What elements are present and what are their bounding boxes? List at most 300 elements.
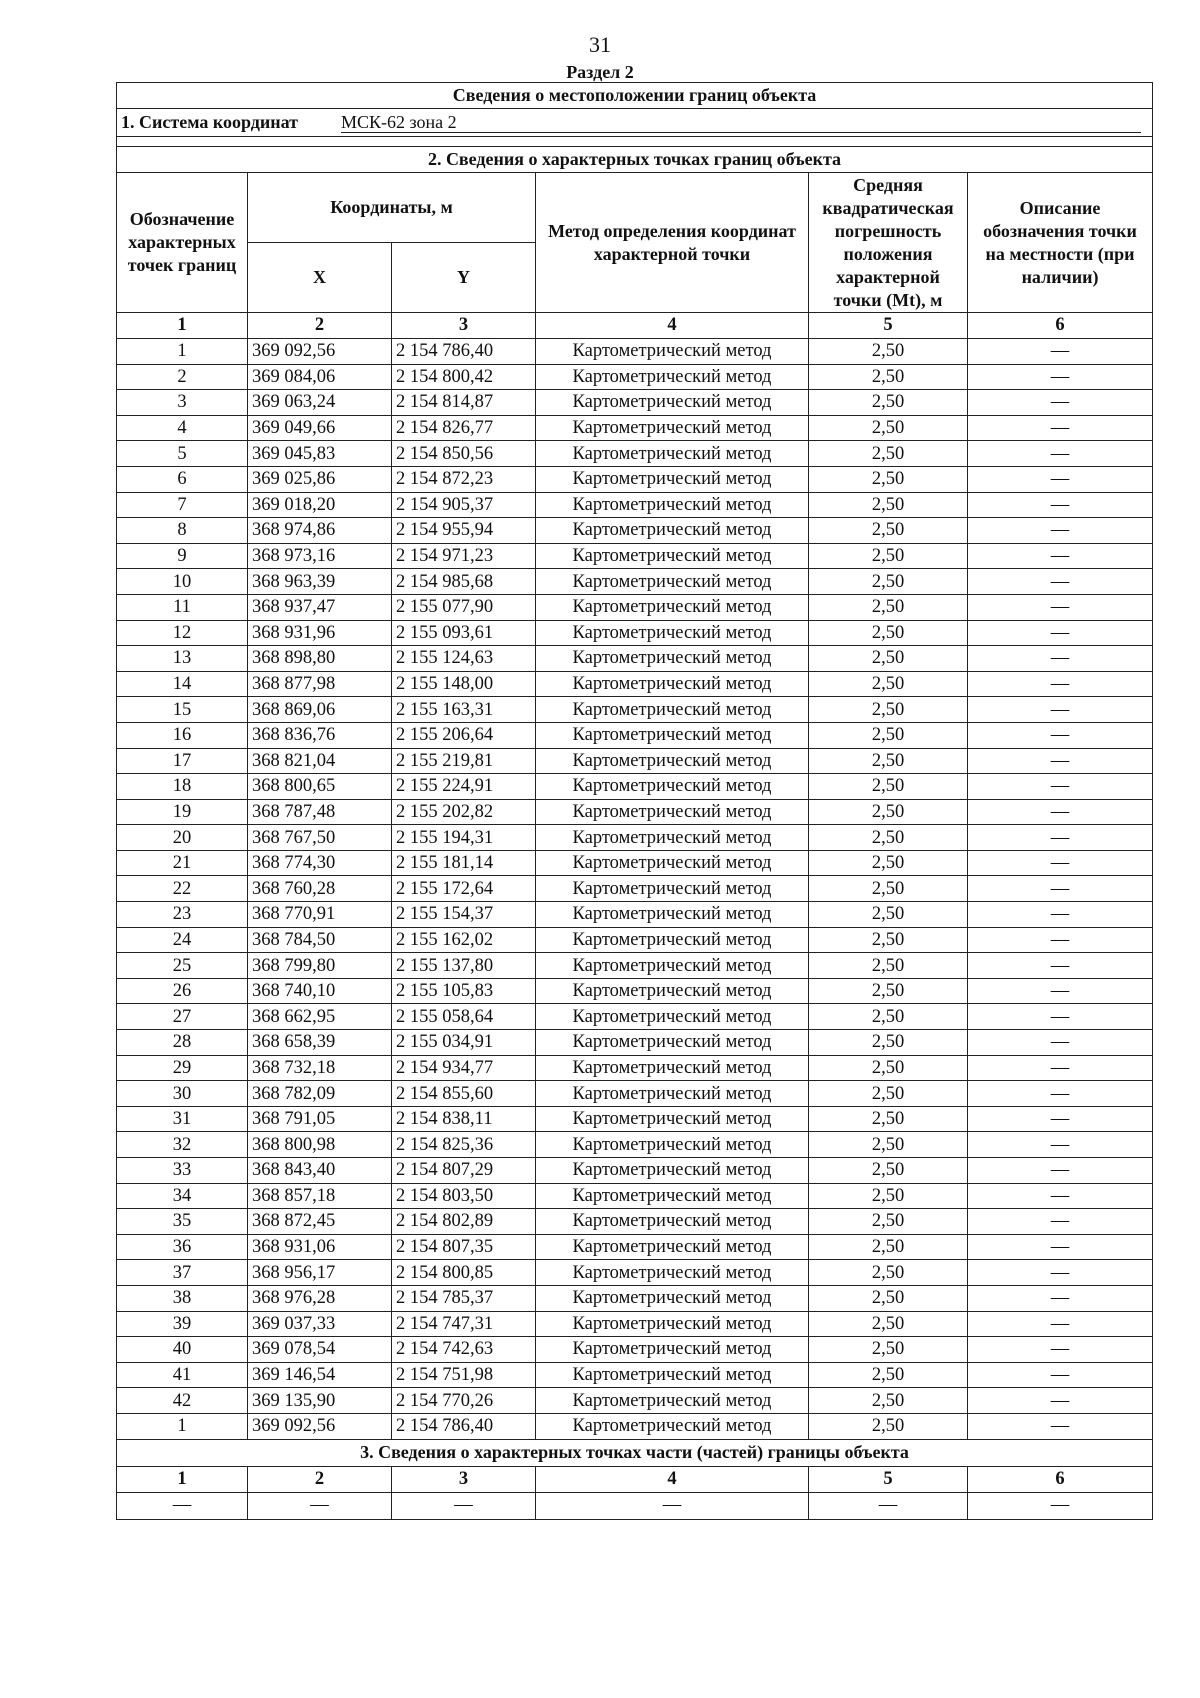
description-cell: — — [968, 441, 1153, 467]
method-cell: Картометрический метод — [536, 543, 809, 569]
coord-y: 2 154 786,40 — [392, 339, 536, 365]
error-cell: 2,50 — [809, 876, 968, 902]
coord-y: 2 154 985,68 — [392, 569, 536, 595]
column-number: 6 — [968, 1466, 1153, 1492]
column-number: 1 — [117, 1466, 248, 1492]
table-row — [117, 1132, 1153, 1158]
col-header-description: Описание обозначения точки на местности (при наличии) — [968, 173, 1153, 313]
table-row — [117, 799, 1153, 825]
coord-x: 368 770,91 — [248, 902, 392, 928]
coord-y: 2 154 785,37 — [392, 1285, 536, 1311]
description-cell: — — [968, 594, 1153, 620]
coord-y: 2 155 163,31 — [392, 697, 536, 723]
coord-y: 2 155 181,14 — [392, 850, 536, 876]
coord-y: 2 154 850,56 — [392, 441, 536, 467]
coord-y: 2 154 825,36 — [392, 1132, 536, 1158]
method-cell: Картометрический метод — [536, 1081, 809, 1107]
coord-y: 2 155 162,02 — [392, 927, 536, 953]
coord-y: 2 154 803,50 — [392, 1183, 536, 1209]
error-cell: 2,50 — [809, 902, 968, 928]
description-cell: — — [968, 1260, 1153, 1286]
description-cell: — — [968, 774, 1153, 800]
description-cell: — — [968, 748, 1153, 774]
method-cell: Картометрический метод — [536, 1030, 809, 1056]
coord-y: 2 155 124,63 — [392, 646, 536, 672]
method-cell: Картометрический метод — [536, 518, 809, 544]
method-cell: Картометрический метод — [536, 646, 809, 672]
parts-cell: — — [809, 1492, 968, 1519]
coord-y: 2 154 814,87 — [392, 390, 536, 416]
coord-y: 2 155 194,31 — [392, 825, 536, 851]
coord-y: 2 155 154,37 — [392, 902, 536, 928]
parts-cell: — — [392, 1492, 536, 1519]
point-number: 37 — [117, 1260, 248, 1286]
col-header-designation: Обозначение характерных точек границ — [117, 173, 248, 313]
parts-column-numbers-row — [117, 1466, 1153, 1492]
col-header-x: X — [248, 243, 392, 313]
column-numbers-row — [117, 313, 1153, 339]
coord-x: 368 774,30 — [248, 850, 392, 876]
description-cell: — — [968, 1285, 1153, 1311]
coord-y: 2 155 224,91 — [392, 774, 536, 800]
coord-x: 368 931,06 — [248, 1234, 392, 1260]
table-row — [117, 1004, 1153, 1030]
point-number: 22 — [117, 876, 248, 902]
table-row — [117, 339, 1153, 365]
table-row — [117, 1030, 1153, 1056]
point-number: 10 — [117, 569, 248, 595]
table-row — [117, 1183, 1153, 1209]
point-number: 40 — [117, 1337, 248, 1363]
error-cell: 2,50 — [809, 415, 968, 441]
point-number: 9 — [117, 543, 248, 569]
method-cell: Картометрический метод — [536, 1055, 809, 1081]
error-cell: 2,50 — [809, 569, 968, 595]
method-cell: Картометрический метод — [536, 339, 809, 365]
method-cell: Картометрический метод — [536, 594, 809, 620]
coord-x: 368 973,16 — [248, 543, 392, 569]
point-number: 25 — [117, 953, 248, 979]
method-cell: Картометрический метод — [536, 1311, 809, 1337]
coord-x: 368 843,40 — [248, 1158, 392, 1184]
coord-x: 369 037,33 — [248, 1311, 392, 1337]
description-cell: — — [968, 927, 1153, 953]
description-cell: — — [968, 415, 1153, 441]
description-cell: — — [968, 492, 1153, 518]
method-cell: Картометрический метод — [536, 671, 809, 697]
point-number: 36 — [117, 1234, 248, 1260]
method-cell: Картометрический метод — [536, 774, 809, 800]
coord-y: 2 154 807,35 — [392, 1234, 536, 1260]
point-number: 39 — [117, 1311, 248, 1337]
description-cell: — — [968, 850, 1153, 876]
error-cell: 2,50 — [809, 1004, 968, 1030]
description-cell: — — [968, 953, 1153, 979]
point-number: 13 — [117, 646, 248, 672]
error-cell: 2,50 — [809, 518, 968, 544]
coord-y: 2 155 172,64 — [392, 876, 536, 902]
method-cell: Картометрический метод — [536, 1388, 809, 1414]
description-cell: — — [968, 825, 1153, 851]
error-cell: 2,50 — [809, 1106, 968, 1132]
method-cell: Картометрический метод — [536, 364, 809, 390]
point-number: 21 — [117, 850, 248, 876]
error-cell: 2,50 — [809, 1388, 968, 1414]
method-cell: Картометрический метод — [536, 799, 809, 825]
parts-cell: — — [536, 1492, 809, 1519]
error-cell: 2,50 — [809, 1030, 968, 1056]
coord-x: 369 092,56 — [248, 339, 392, 365]
table-row — [117, 415, 1153, 441]
table-row — [117, 646, 1153, 672]
spacer-row — [117, 137, 1153, 147]
method-cell: Картометрический метод — [536, 953, 809, 979]
point-number: 24 — [117, 927, 248, 953]
table-row — [117, 1081, 1153, 1107]
column-number: 1 — [117, 313, 248, 339]
point-number: 3 — [117, 390, 248, 416]
point-number: 20 — [117, 825, 248, 851]
point-number: 34 — [117, 1183, 248, 1209]
table-row — [117, 620, 1153, 646]
point-number: 12 — [117, 620, 248, 646]
error-cell: 2,50 — [809, 594, 968, 620]
coord-x: 368 857,18 — [248, 1183, 392, 1209]
coord-y: 2 154 770,26 — [392, 1388, 536, 1414]
coord-x: 368 937,47 — [248, 594, 392, 620]
description-cell: — — [968, 722, 1153, 748]
coord-x: 369 135,90 — [248, 1388, 392, 1414]
point-number: 42 — [117, 1388, 248, 1414]
description-cell: — — [968, 1209, 1153, 1235]
table-row — [117, 1413, 1153, 1439]
point-number: 32 — [117, 1132, 248, 1158]
method-cell: Картометрический метод — [536, 1337, 809, 1363]
error-cell: 2,50 — [809, 1055, 968, 1081]
error-cell: 2,50 — [809, 1362, 968, 1388]
table-row — [117, 697, 1153, 723]
method-cell: Картометрический метод — [536, 927, 809, 953]
coord-x: 368 799,80 — [248, 953, 392, 979]
coord-x: 369 078,54 — [248, 1337, 392, 1363]
error-cell: 2,50 — [809, 722, 968, 748]
column-number: 4 — [536, 1466, 809, 1492]
description-cell: — — [968, 799, 1153, 825]
coord-y: 2 154 872,23 — [392, 466, 536, 492]
coord-x: 368 963,39 — [248, 569, 392, 595]
coord-x: 369 092,56 — [248, 1413, 392, 1439]
point-number: 30 — [117, 1081, 248, 1107]
coord-x: 368 787,48 — [248, 799, 392, 825]
method-cell: Картометрический метод — [536, 850, 809, 876]
table-row — [117, 1362, 1153, 1388]
header-title: Сведения о местоположении границ объекта — [117, 83, 1153, 109]
col-header-coords: Координаты, м — [248, 173, 536, 243]
error-cell: 2,50 — [809, 620, 968, 646]
coord-y: 2 155 058,64 — [392, 1004, 536, 1030]
table-row — [117, 1106, 1153, 1132]
description-cell: — — [968, 1234, 1153, 1260]
table-row — [117, 774, 1153, 800]
table-row — [117, 364, 1153, 390]
column-number: 4 — [536, 313, 809, 339]
table-row — [117, 1260, 1153, 1286]
table-row — [117, 1209, 1153, 1235]
table-row — [117, 978, 1153, 1004]
error-cell: 2,50 — [809, 1311, 968, 1337]
description-cell: — — [968, 1081, 1153, 1107]
error-cell: 2,50 — [809, 492, 968, 518]
point-number: 15 — [117, 697, 248, 723]
point-number: 26 — [117, 978, 248, 1004]
col-header-error: Средняя квадратическая погрешность положения характерной точки (Mt), м — [809, 173, 968, 313]
method-cell: Картометрический метод — [536, 1209, 809, 1235]
point-number: 11 — [117, 594, 248, 620]
coordinate-system-label: 1. Система координат — [121, 112, 298, 132]
method-cell: Картометрический метод — [536, 825, 809, 851]
point-number: 2 — [117, 364, 248, 390]
parts-cell: — — [117, 1492, 248, 1519]
table-row — [117, 441, 1153, 467]
error-cell: 2,50 — [809, 390, 968, 416]
method-cell: Картометрический метод — [536, 978, 809, 1004]
coord-y: 2 154 800,85 — [392, 1260, 536, 1286]
table-row — [117, 1388, 1153, 1414]
column-number: 2 — [248, 313, 392, 339]
method-cell: Картометрический метод — [536, 415, 809, 441]
coord-y: 2 154 747,31 — [392, 1311, 536, 1337]
description-cell: — — [968, 1158, 1153, 1184]
coord-x: 368 800,65 — [248, 774, 392, 800]
coord-x: 369 049,66 — [248, 415, 392, 441]
method-cell: Картометрический метод — [536, 390, 809, 416]
error-cell: 2,50 — [809, 441, 968, 467]
description-cell: — — [968, 1362, 1153, 1388]
error-cell: 2,50 — [809, 1158, 968, 1184]
table-row — [117, 1234, 1153, 1260]
error-cell: 2,50 — [809, 466, 968, 492]
coord-x: 368 800,98 — [248, 1132, 392, 1158]
coord-y: 2 155 034,91 — [392, 1030, 536, 1056]
coord-x: 369 084,06 — [248, 364, 392, 390]
coord-y: 2 154 807,29 — [392, 1158, 536, 1184]
point-number: 18 — [117, 774, 248, 800]
method-cell: Картометрический метод — [536, 1106, 809, 1132]
error-cell: 2,50 — [809, 1285, 968, 1311]
method-cell: Картометрический метод — [536, 1004, 809, 1030]
method-cell: Картометрический метод — [536, 1260, 809, 1286]
coord-y: 2 154 786,40 — [392, 1413, 536, 1439]
coord-y: 2 155 093,61 — [392, 620, 536, 646]
coord-y: 2 154 751,98 — [392, 1362, 536, 1388]
coord-x: 368 658,39 — [248, 1030, 392, 1056]
coord-y: 2 154 955,94 — [392, 518, 536, 544]
error-cell: 2,50 — [809, 1081, 968, 1107]
parts-table-row — [117, 1492, 1153, 1519]
table-row — [117, 1055, 1153, 1081]
error-cell: 2,50 — [809, 646, 968, 672]
coord-x: 369 146,54 — [248, 1362, 392, 1388]
coord-y: 2 155 202,82 — [392, 799, 536, 825]
coord-x: 368 732,18 — [248, 1055, 392, 1081]
description-cell: — — [968, 1132, 1153, 1158]
description-cell: — — [968, 697, 1153, 723]
table-row — [117, 1311, 1153, 1337]
method-cell: Картометрический метод — [536, 1183, 809, 1209]
table-row — [117, 1158, 1153, 1184]
coord-y: 2 155 137,80 — [392, 953, 536, 979]
coord-y: 2 154 838,11 — [392, 1106, 536, 1132]
coord-y: 2 154 826,77 — [392, 415, 536, 441]
table-row — [117, 722, 1153, 748]
coord-x: 369 018,20 — [248, 492, 392, 518]
point-number: 19 — [117, 799, 248, 825]
table-row — [117, 748, 1153, 774]
column-number: 3 — [392, 313, 536, 339]
column-number: 2 — [248, 1466, 392, 1492]
table-row — [117, 466, 1153, 492]
error-cell: 2,50 — [809, 799, 968, 825]
point-number: 7 — [117, 492, 248, 518]
error-cell: 2,50 — [809, 850, 968, 876]
description-cell: — — [968, 1337, 1153, 1363]
method-cell: Картометрический метод — [536, 876, 809, 902]
coord-x: 368 877,98 — [248, 671, 392, 697]
parts-subtitle: 3. Сведения о характерных точках части (частей) границы объекта — [117, 1439, 1153, 1466]
error-cell: 2,50 — [809, 339, 968, 365]
table-row — [117, 876, 1153, 902]
coord-x: 368 740,10 — [248, 978, 392, 1004]
method-cell: Картометрический метод — [536, 902, 809, 928]
column-number: 5 — [809, 1466, 968, 1492]
coord-y: 2 154 800,42 — [392, 364, 536, 390]
point-number: 33 — [117, 1158, 248, 1184]
method-cell: Картометрический метод — [536, 1362, 809, 1388]
column-number: 5 — [809, 313, 968, 339]
error-cell: 2,50 — [809, 1337, 968, 1363]
section-label: Раздел 2 — [566, 62, 634, 82]
method-cell: Картометрический метод — [536, 492, 809, 518]
table-row — [117, 518, 1153, 544]
coord-x: 368 791,05 — [248, 1106, 392, 1132]
point-number: 28 — [117, 1030, 248, 1056]
coord-x: 368 956,17 — [248, 1260, 392, 1286]
coord-y: 2 155 148,00 — [392, 671, 536, 697]
points-subtitle: 2. Сведения о характерных точках границ объекта — [117, 147, 1153, 173]
table-row — [117, 902, 1153, 928]
coord-x: 368 836,76 — [248, 722, 392, 748]
coord-y: 2 155 206,64 — [392, 722, 536, 748]
table-row — [117, 953, 1153, 979]
coord-x: 369 063,24 — [248, 390, 392, 416]
error-cell: 2,50 — [809, 697, 968, 723]
parts-cell: — — [968, 1492, 1153, 1519]
point-number: 6 — [117, 466, 248, 492]
col-header-y: Y — [392, 243, 536, 313]
coord-y: 2 154 742,63 — [392, 1337, 536, 1363]
point-number: 8 — [117, 518, 248, 544]
table-row — [117, 927, 1153, 953]
coord-x: 368 931,96 — [248, 620, 392, 646]
coordinate-system-row — [117, 109, 1153, 137]
point-number: 5 — [117, 441, 248, 467]
coord-x: 368 662,95 — [248, 1004, 392, 1030]
method-cell: Картометрический метод — [536, 748, 809, 774]
method-cell: Картометрический метод — [536, 569, 809, 595]
description-cell: — — [968, 1311, 1153, 1337]
error-cell: 2,50 — [809, 774, 968, 800]
description-cell: — — [968, 978, 1153, 1004]
point-number: 1 — [117, 1413, 248, 1439]
coord-x: 368 821,04 — [248, 748, 392, 774]
coordinate-system-value: МСК-62 зона 2 — [341, 112, 1141, 133]
description-cell: — — [968, 569, 1153, 595]
error-cell: 2,50 — [809, 1413, 968, 1439]
method-cell: Картометрический метод — [536, 697, 809, 723]
page-number: 31 — [589, 32, 611, 57]
coord-x: 368 869,06 — [248, 697, 392, 723]
point-number: 4 — [117, 415, 248, 441]
error-cell: 2,50 — [809, 978, 968, 1004]
parts-cell: — — [248, 1492, 392, 1519]
error-cell: 2,50 — [809, 1183, 968, 1209]
coord-x: 368 872,45 — [248, 1209, 392, 1235]
description-cell: — — [968, 646, 1153, 672]
description-cell: — — [968, 339, 1153, 365]
error-cell: 2,50 — [809, 825, 968, 851]
error-cell: 2,50 — [809, 927, 968, 953]
table-row — [117, 825, 1153, 851]
description-cell: — — [968, 876, 1153, 902]
coord-x: 369 025,86 — [248, 466, 392, 492]
point-number: 38 — [117, 1285, 248, 1311]
coord-x: 369 045,83 — [248, 441, 392, 467]
coord-y: 2 155 077,90 — [392, 594, 536, 620]
method-cell: Картометрический метод — [536, 722, 809, 748]
description-cell: — — [968, 390, 1153, 416]
point-number: 31 — [117, 1106, 248, 1132]
table-row — [117, 850, 1153, 876]
error-cell: 2,50 — [809, 364, 968, 390]
method-cell: Картометрический метод — [536, 1413, 809, 1439]
coord-y: 2 154 855,60 — [392, 1081, 536, 1107]
description-cell: — — [968, 518, 1153, 544]
method-cell: Картометрический метод — [536, 466, 809, 492]
table-row — [117, 492, 1153, 518]
description-cell: — — [968, 466, 1153, 492]
table-row — [117, 543, 1153, 569]
description-cell: — — [968, 1388, 1153, 1414]
description-cell: — — [968, 620, 1153, 646]
table-row — [117, 569, 1153, 595]
coord-x: 368 898,80 — [248, 646, 392, 672]
description-cell: — — [968, 902, 1153, 928]
col-header-method: Метод определения координат характерной точки — [536, 173, 809, 313]
method-cell: Картометрический метод — [536, 1285, 809, 1311]
table-row — [117, 594, 1153, 620]
method-cell: Картометрический метод — [536, 1158, 809, 1184]
description-cell: — — [968, 1055, 1153, 1081]
error-cell: 2,50 — [809, 748, 968, 774]
point-number: 17 — [117, 748, 248, 774]
table-row — [117, 390, 1153, 416]
method-cell: Картометрический метод — [536, 441, 809, 467]
error-cell: 2,50 — [809, 1209, 968, 1235]
table-row — [117, 671, 1153, 697]
coord-x: 368 784,50 — [248, 927, 392, 953]
method-cell: Картометрический метод — [536, 620, 809, 646]
coord-y: 2 155 219,81 — [392, 748, 536, 774]
